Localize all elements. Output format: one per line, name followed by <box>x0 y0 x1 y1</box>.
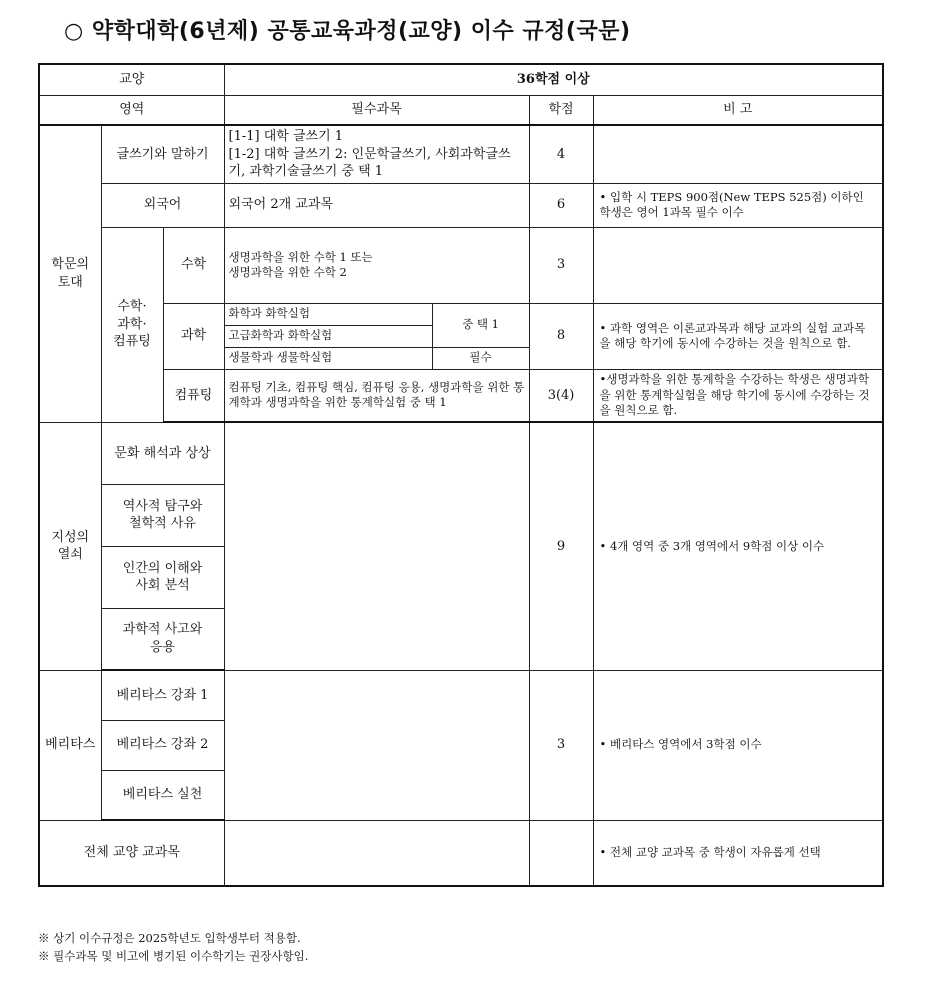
footnote: ※ 상기 이수규정은 2025학년도 입학생부터 적용함. <box>38 931 301 945</box>
col-header-area: 영역 <box>39 95 224 125</box>
veritas-item: 베리타스 강좌 2 <box>101 720 224 770</box>
area-veritas: 베리타스 <box>39 670 101 820</box>
veritas-credits: 3 <box>529 670 593 820</box>
col-header-credits: 학점 <box>529 95 593 125</box>
writing-label: 글쓰기와 말하기 <box>101 125 224 183</box>
intellect-credits: 9 <box>529 422 593 670</box>
total-credits: 36학점 이상 <box>224 64 883 95</box>
intellect-item: 문화 해석과 상상 <box>101 422 224 484</box>
science-course-3: 생물학과 생물학실험 <box>224 347 432 369</box>
foreign-credits: 6 <box>529 183 593 227</box>
science-course-1: 화학과 화학실험 <box>224 303 432 325</box>
intellect-item: 역사적 탐구와 철학적 사유 <box>101 484 224 546</box>
area-foundation: 학문의 토대 <box>39 125 101 422</box>
veritas-remark: • 베리타스 영역에서 3학점 이수 <box>593 670 883 820</box>
curriculum-table <box>38 63 884 887</box>
computing-remark: •생명과학을 위한 통계학을 수강하는 학생은 생명과학을 위한 통계학실험을 해당 학기에 동시에 수강하는 것을 원칙으로 함. <box>593 369 883 422</box>
math-courses: 생명과학을 위한 수학 1 또는 생명과학을 위한 수학 2 <box>224 227 529 303</box>
all-label: 전체 교양 교과목 <box>39 820 224 886</box>
math-label: 수학 <box>163 227 224 303</box>
science-choice: 중 택 1 <box>432 303 529 347</box>
footnotes <box>38 929 308 965</box>
science-required: 필수 <box>432 347 529 369</box>
intellect-required-empty <box>224 422 529 670</box>
veritas-item: 베리타스 실천 <box>101 770 224 820</box>
col-header-required: 필수과목 <box>224 95 529 125</box>
footnote: ※ 필수과목 및 비고에 병기된 이수학기는 권장사항임. <box>38 949 309 963</box>
all-remark: • 전체 교양 교과목 중 학생이 자유롭게 선택 <box>593 820 883 886</box>
intellect-remark: • 4개 영역 중 3개 영역에서 9학점 이상 이수 <box>593 422 883 670</box>
math-credits: 3 <box>529 227 593 303</box>
computing-credits: 3(4) <box>529 369 593 422</box>
col-header-remarks: 비 고 <box>593 95 883 125</box>
msc-label: 수학· 과학· 컴퓨팅 <box>101 227 163 422</box>
gyoyang-label: 교양 <box>39 64 224 95</box>
writing-credits: 4 <box>529 125 593 183</box>
veritas-required-empty <box>224 670 529 820</box>
all-credits-empty <box>529 820 593 886</box>
science-course-2: 고급화학과 화학실험 <box>224 325 432 347</box>
computing-courses: 컴퓨팅 기초, 컴퓨팅 핵심, 컴퓨팅 응용, 생명과학을 위한 통계학과 생명과학을 위한 통계학실험 중 택 1 <box>224 369 529 422</box>
all-required-empty <box>224 820 529 886</box>
writing-courses: [1-1] 대학 글쓰기 1 [1-2] 대학 글쓰기 2: 인문학글쓰기, 사회과학글쓰기, 과학기술글쓰기 중 택 1 <box>224 125 529 183</box>
science-credits: 8 <box>529 303 593 369</box>
foreign-remark: • 입학 시 TEPS 900점(New TEPS 525점) 이하인 학생은 영어 1과목 필수 이수 <box>593 183 883 227</box>
science-label: 과학 <box>163 303 224 369</box>
computing-label: 컴퓨팅 <box>163 369 224 422</box>
math-remark <box>593 227 883 303</box>
page-title: ○ 약학대학(6년제) 공통교육과정(교양) 이수 규정(국문) <box>64 19 631 44</box>
intellect-item: 과학적 사고와 응용 <box>101 608 224 670</box>
area-intellect: 지성의 열쇠 <box>39 422 101 670</box>
veritas-item: 베리타스 강좌 1 <box>101 670 224 720</box>
foreign-label: 외국어 <box>101 183 224 227</box>
writing-remark <box>593 125 883 183</box>
foreign-courses: 외국어 2개 교과목 <box>224 183 529 227</box>
intellect-item: 인간의 이해와 사회 분석 <box>101 546 224 608</box>
science-remark: • 과학 영역은 이론교과목과 해당 교과의 실험 교과목을 해당 학기에 동시에 수강하는 것을 원칙으로 함. <box>593 303 883 369</box>
